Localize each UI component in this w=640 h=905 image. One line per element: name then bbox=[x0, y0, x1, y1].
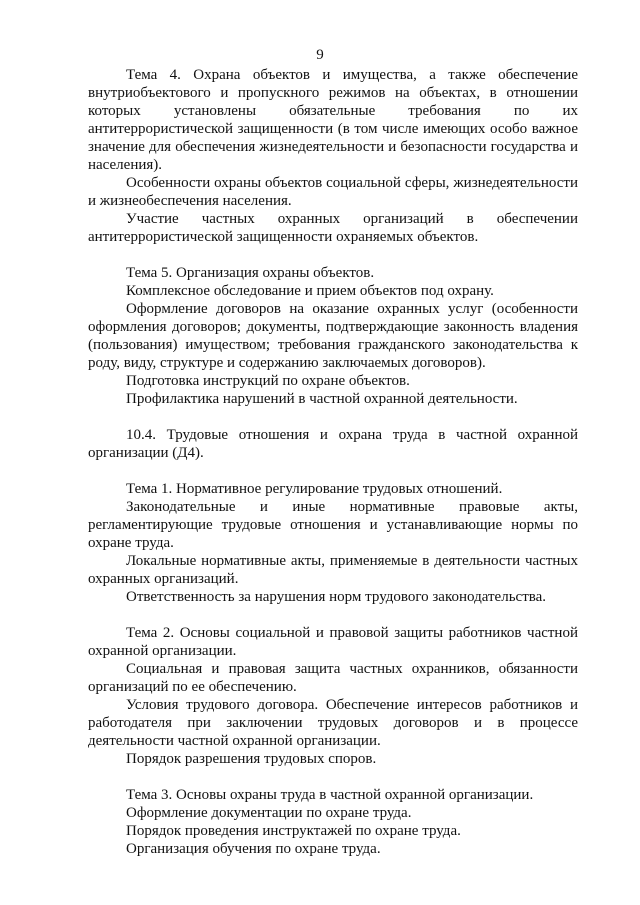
topic-3-item-briefings: Порядок проведения инструктажей по охране труда. bbox=[126, 823, 461, 839]
spacer bbox=[88, 408, 578, 426]
spacer bbox=[88, 462, 578, 480]
section-topic-2-heading: Тема 2. Основы социальной и правовой защиты работников частной охранной организации. bbox=[88, 625, 578, 659]
section-topic-3-heading: Тема 3. Основы охраны труда в частной охранной организации. bbox=[126, 787, 534, 803]
section-10-4-heading: 10.4. Трудовые отношения и охрана труда в частной охранной организации (Д4). bbox=[88, 427, 578, 461]
topic-1-item-legal-acts: Законодательные и иные нормативные правовые акты, регламентирующие трудовые отношения и устанавливающие нормы по охране труда. bbox=[88, 499, 578, 551]
topic-3-item-training: Организация обучения по охране труда. bbox=[126, 841, 381, 857]
topic-5-item-contracts: Оформление договоров на оказание охранных услуг (особенности оформления договоров; документы, подтверждающие законность владения (пользования) имуществом; требования гражданского законодательства к роду, виду, структуре и содержанию заключаемых договоров). bbox=[88, 301, 578, 371]
topic-2-item-disputes: Порядок разрешения трудовых споров. bbox=[126, 751, 377, 767]
page-number: 9 bbox=[316, 47, 324, 63]
topic-5-heading: Тема 5. Организация охраны объектов. bbox=[126, 265, 375, 281]
topic-1-item-local-acts: Локальные нормативные акты, применяемые в деятельности частных охранных организаций. bbox=[88, 553, 578, 587]
topic-2-item-contract-terms: Условия трудового договора. Обеспечение интересов работников и работодателя при заключении трудовых договоров и в процессе деятельности частной охранной организации. bbox=[88, 697, 578, 749]
topic-2-item-protection: Социальная и правовая защита частных охранников, обязанности организаций по ее обеспечению. bbox=[88, 661, 578, 695]
section-topic-1-heading: Тема 1. Нормативное регулирование трудовых отношений. bbox=[126, 481, 503, 497]
topic-4-item-antiterror: Участие частных охранных организаций в обеспечении антитеррористической защищенности охраняемых объектов. bbox=[88, 211, 578, 245]
topic-4-heading: Тема 4. Охрана объектов и имущества, а также обеспечение внутриобъектового и пропускного режимов на объектах, в отношении которых установлены обязательные требования по их антитеррористической защищенности (в том числе имеющих особо важное значение для обеспечения жизнедеятельности и безопасности государства и населения). bbox=[88, 67, 578, 173]
spacer bbox=[88, 768, 578, 786]
topic-5-item-inspection: Комплексное обследование и прием объектов под охрану. bbox=[126, 283, 494, 299]
spacer bbox=[88, 246, 578, 264]
spacer bbox=[88, 606, 578, 624]
topic-1-item-liability: Ответственность за нарушения норм трудового законодательства. bbox=[126, 589, 547, 605]
topic-4-item-social-objects: Особенности охраны объектов социальной сферы, жизнедеятельности и жизнеобеспечения населения. bbox=[88, 175, 578, 209]
topic-5-item-instructions: Подготовка инструкций по охране объектов. bbox=[126, 373, 410, 389]
topic-3-item-documentation: Оформление документации по охране труда. bbox=[126, 805, 412, 821]
document-body bbox=[88, 66, 578, 858]
topic-5-item-prevention: Профилактика нарушений в частной охранной деятельности. bbox=[126, 391, 518, 407]
